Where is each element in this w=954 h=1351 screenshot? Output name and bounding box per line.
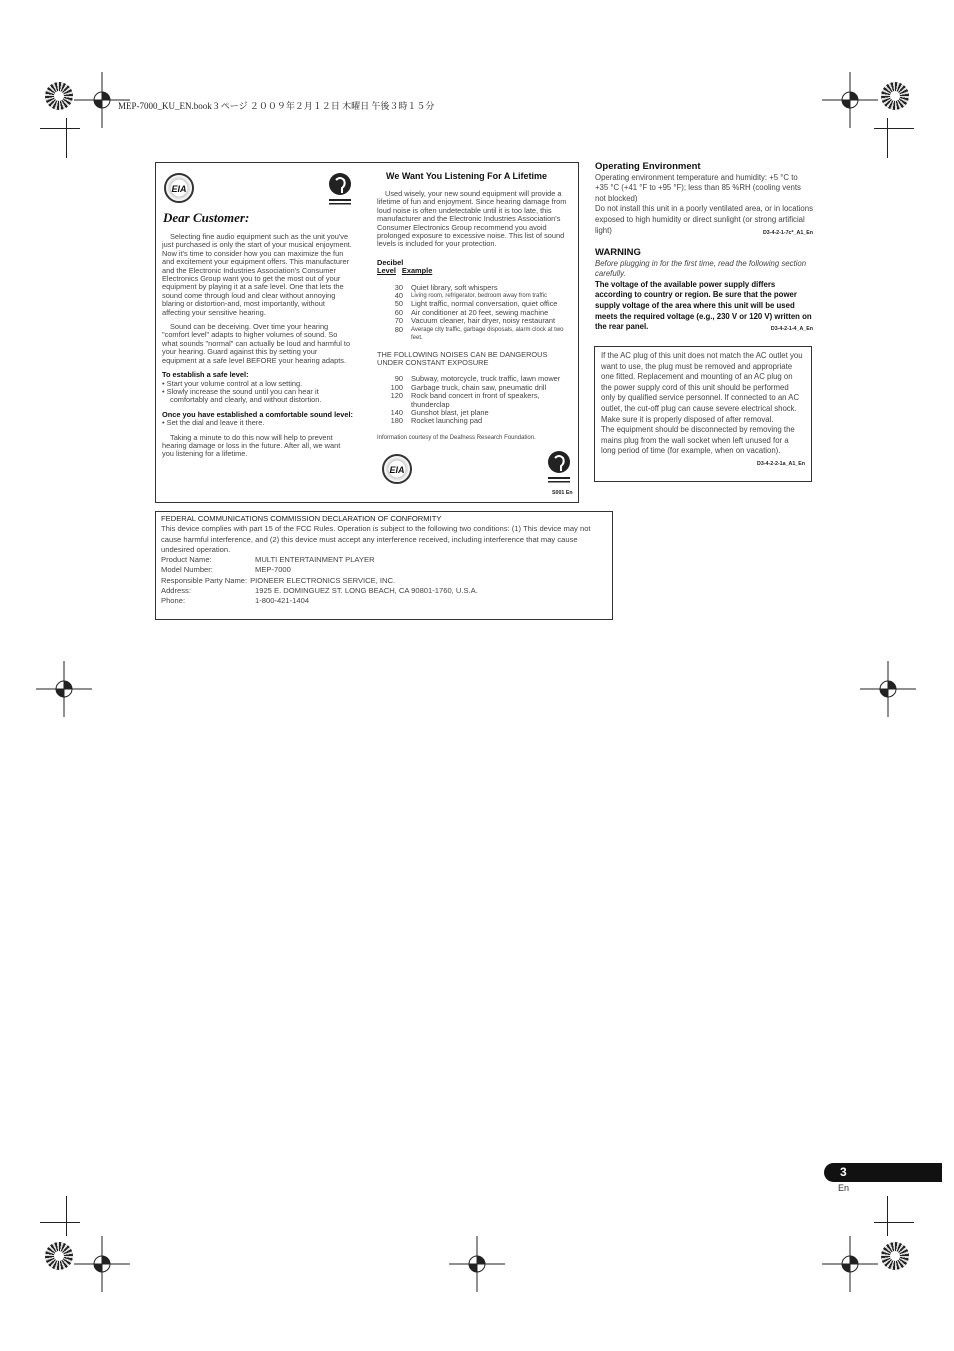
dear-customer-heading: Dear Customer: [163,210,250,225]
warning-title: WARNING [595,247,641,258]
registration-rosette-bottom-right [881,1242,909,1270]
registration-rosette-bottom-left [45,1242,73,1270]
fcc-label: Phone: [161,596,186,606]
safe-level-list [162,380,353,405]
crop-line [874,1222,914,1223]
dangerous-levels-table [377,375,573,425]
operating-environment-text: Operating environment temperature and humidity: +5 °C to +35 °C (+41 °F to +95 °F); less than 85 %RH (cooling vents not blocked) [595,172,801,203]
example-cell: Quiet library, soft whispers [411,282,498,292]
right-intro-paragraph: Used wisely, your new sound equipment will provide a lifetime of fun and enjoyment. Since hearing damage from loud noise is often undetectable until it is too late, this manufacturer and the Electronic Industries Association's Consumer Electronics Group recommend you avoid prolonged exposure to excessive noise. This list of sound levels is included for your protection. [377,189,567,249]
warning-section [595,248,813,335]
ac-disconnect-text: The equipment should be disconnected by removing the mains plug from the wall socket when left unused for a long period of time (for example, when on vacation). [601,425,795,456]
level-cell: 50 [394,299,403,309]
page-language: En [838,1183,850,1193]
crosshair-mark-mid-right [856,657,920,721]
ac-plug-text: If the AC plug of this unit does not match the AC outlet you want to use, the plug must be removed and appropriate one fitted. Replacement and mounting of an AC plug on the power supply cord of this unit should be performed only by qualified service personnel. If connected to an AC outlet, the cut-off plug can cause severe electrical shock. Make sure it is properly disposed of after removal. [601,351,803,424]
example-cell: Air conditioner at 20 feet, sewing machine [411,307,549,317]
eia-logo-text: EIA [389,465,405,475]
operating-environment-install [595,204,813,236]
fcc-label: Responsible Party Name: [161,575,248,585]
table-row [377,284,573,292]
warning-italic-text: Before plugging in for the first time, read the following section carefully. [595,258,807,279]
intro-paragraph: Selecting fine audio equipment such as the unit you've just purchased is only the start of your musical enjoyment. Now it's time to consider how you can maximize the fun and excitement your equipment offers. This manufacturer and the Electronic Industries Association's Consumer Electronics Group want you to get the most out of your equipment by playing it at a safe level. One that lets the sound come through loud and clear without annoying blaring or distortion-and, most importantly, without affecting your sensitive hearing. [162,232,352,317]
file-header-line: MEP-7000_KU_EN.book 3 ページ ２００９年２月１２日 木曜日 午後３時１５分 [118,101,435,111]
decibel-header: Decibel [377,257,404,267]
level-cell: 120 [390,391,403,401]
example-cell: Subway, motorcycle, truck traffic, lawn mower [411,374,561,384]
fcc-body: This device complies with part 15 of the FCC Rules. Operation is subject to the following two conditions: (1) This device may not cause harmful interference, and (2) this device must accept any interference received, including interference that may cause undesired operation. [161,524,591,554]
operating-environment-title: Operating Environment [595,161,701,172]
table-row [377,392,573,409]
fcc-row [161,586,607,596]
table-row [377,326,573,343]
fcc-value: 1-800-421-1404 [255,596,310,606]
install-text: Do not install this unit in a poorly ventilated area, or in locations exposed to high humidity or direct sunlight (or strong artificial light) [595,204,814,235]
lifetime-title: We Want You Listening For A Lifetime [386,171,548,181]
level-col-header: Level [377,266,396,276]
level-example-header [377,267,573,275]
listening-box [155,162,579,503]
crosshair-mark-top-right [818,68,882,132]
example-col-header: Example [401,266,433,276]
lifetime-listening-logo-icon [327,171,353,207]
crosshair-mark-bottom-right [818,1232,882,1296]
courtesy-note: Information courtesy of the Deafness Research Foundation. [377,434,536,441]
level-cell: 180 [390,416,403,426]
section-code: D3-4-2-1-7c*_A1_En [762,229,813,236]
crosshair-mark-mid-left [32,657,96,721]
comfortable-level-list [162,419,353,427]
level-cell: 100 [390,382,403,392]
crop-line [66,1196,67,1236]
example-cell: Light traffic, normal conversation, quiet office [411,299,558,309]
page-number: 3 [840,1165,847,1179]
example-cell: Garbage truck, chain saw, pneumatic drill [411,382,547,392]
section-code: D3-4-2-1-4_A_En [770,326,813,333]
fcc-row [161,596,607,606]
eia-logo-text: EIA [171,184,187,194]
level-cell: 70 [394,316,403,326]
level-cell: 90 [394,374,403,384]
level-cell: 60 [394,307,403,317]
ac-plug-box [594,346,812,482]
level-cell: 40 [394,291,403,301]
levels-table [377,284,573,343]
fcc-row [161,565,607,575]
level-cell: 30 [394,282,403,292]
fcc-value: PIONEER ELECTRONICS SERVICE, INC. [250,575,396,585]
fcc-label: Product Name: [161,555,212,565]
crop-line [66,118,67,158]
registration-rosette-top-left [45,82,73,110]
example-cell: Living room, refrigerator, bedroom away from traffic [411,293,547,300]
comfortable-level-title: Once you have established a comfortable sound level: [162,409,353,419]
crop-line [40,128,80,129]
fcc-row [161,576,607,586]
table-row [377,417,573,425]
crosshair-mark-bottom-left [70,1232,134,1296]
fcc-value: 1925 E. DOMINGUEZ ST. LONG BEACH, CA 90801-1760, U.S.A. [255,586,478,596]
table-row [377,317,573,325]
crop-line [887,1196,888,1236]
operating-environment-section [595,162,813,238]
eia-logo-icon [164,173,194,203]
listening-left-column [162,233,353,465]
level-cell: 140 [390,407,403,417]
level-cell: 80 [394,324,403,334]
dangerous-title: THE FOLLOWING NOISES CAN BE DANGEROUS UNDER CONSTANT EXPOSURE [377,349,548,367]
section-code: D3-4-2-2-1a_A1_En [757,460,805,467]
page-number-badge [824,1163,942,1182]
example-cell: Vacuum cleaner, hair dryer, noisy restaurant [411,316,556,326]
fcc-row [161,555,607,565]
example-cell: Gunshot blast, jet plane [411,407,489,417]
fcc-title: FEDERAL COMMUNICATIONS COMMISSION DECLARATION OF CONFORMITY [161,514,442,523]
list-item: • Slowly increase the sound until you can hear it comfortably and clearly, and without distortion. [162,386,322,405]
crop-line [40,1222,80,1223]
example-cell: Rock band concert in front of speakers, thunderclap [411,391,540,409]
warning-bold-block [595,280,813,333]
crosshair-mark-bottom-center [445,1232,509,1296]
list-item: • Set the dial and leave it there. [162,418,265,428]
safe-level-title: To establish a safe level: [162,370,249,380]
deceiving-paragraph: Sound can be deceiving. Over time your hearing "comfort level" adapts to higher volumes of sound. So what sounds "normal" can actually be loud and harmful to your hearing. Guard against this by setting your equipment at a safe level BEFORE your hearing adapts. [162,322,351,365]
listening-right-column [377,190,573,442]
section-code: S001 En [552,490,573,496]
fcc-declaration-box [155,511,613,620]
crop-line [874,128,914,129]
fcc-label: Model Number: [161,565,213,575]
eia-logo-icon-bottom [382,454,412,484]
crop-line [887,118,888,158]
fcc-label: Address: [161,586,191,596]
example-cell: Rocket launching pad [411,416,483,426]
closing-paragraph: Taking a minute to do this now will help to prevent hearing damage or loss in the future. After all, we want you listening for a lifetime. [162,432,341,459]
fcc-value: MEP-7000 [255,565,291,575]
warning-bold-text: The voltage of the available power supply differs according to country or region. Be sure that the power supply voltage of the area where this unit will be used meets the required voltage (e.g., 230 V or 120 V) written on the rear panel. [595,279,812,332]
lifetime-listening-logo-icon-bottom [546,449,572,485]
list-item: • Start your volume control at a low setting. [162,378,303,388]
ac-disconnect-block [601,425,805,467]
registration-rosette-top-right [881,82,909,110]
example-cell: Average city traffic, garbage disposals, alarm clock at two feet. [411,326,564,342]
fcc-value: MULTI ENTERTAINMENT PLAYER [255,555,375,565]
